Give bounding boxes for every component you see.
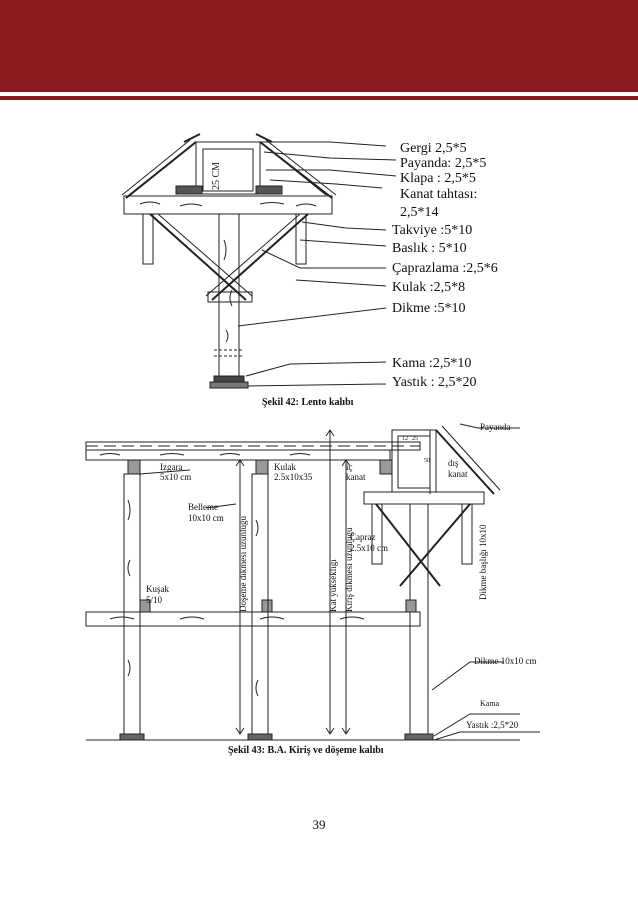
- label-dis: dış: [448, 458, 459, 468]
- label-caprazlama: Çaprazlama :2,5*6: [392, 261, 498, 276]
- label-payanda: Payanda: 2,5*5: [400, 156, 487, 171]
- label-baslik: Baslık : 5*10: [392, 241, 467, 256]
- label-belleme-size: 10x10 cm: [188, 513, 224, 523]
- label-izgara: Izgara: [160, 462, 183, 472]
- label-capraz-size: 2.5x10 cm: [350, 543, 388, 553]
- label-kama43: Kama: [480, 699, 500, 708]
- label-yastik: Yastık : 2,5*20: [392, 375, 477, 390]
- label-kulak: Kulak: [274, 462, 296, 472]
- dim-25: 25: [412, 436, 418, 442]
- label-kusak-size: 5/10: [146, 595, 163, 605]
- label-yastik43: Yastık :2,5*20: [466, 720, 519, 730]
- label-kusak: Kuşak: [146, 584, 169, 594]
- dim-50: 50: [424, 458, 430, 464]
- label-kanat-size: 2,5*14: [400, 205, 439, 220]
- label-kulak: Kulak :2,5*8: [392, 280, 466, 295]
- label-izgara-size: 5x10 cm: [160, 472, 192, 482]
- label-dikme: Dikme :5*10: [392, 301, 466, 316]
- figure42-caption: Şekil 42: Lento kalıbı: [262, 397, 354, 408]
- label-gergi: Gergi 2,5*5: [400, 141, 467, 156]
- label-kiris-dikmesi: Kiriş dikmesi uzunluğu: [344, 527, 354, 612]
- label-dikme-basligi: Dikme başlığı 10x10: [478, 524, 488, 600]
- label-belleme: Belleme: [188, 502, 218, 512]
- label-klapa: Klapa : 2,5*5: [400, 171, 476, 186]
- figure43-caption: Şekil 43: B.A. Kiriş ve döşeme kalıbı: [228, 745, 384, 756]
- dim-12: 12: [402, 436, 408, 442]
- label-dis-kanat: kanat: [448, 469, 468, 479]
- label-ic-kanat: kanat: [346, 472, 366, 482]
- label-ic: iç: [346, 462, 353, 472]
- label-kat-yuksekligi: Kat yüksekliği: [328, 559, 338, 612]
- label-kanat: Kanat tahtası:: [400, 187, 478, 202]
- label-dikme43: Dikme 10x10 cm: [474, 656, 537, 666]
- label-kulak-size: 2.5x10x35: [274, 472, 313, 482]
- label-doseme-dikmesi: Döşeme dikmesi uzunluğu: [238, 516, 248, 612]
- page-number: 39: [312, 817, 326, 832]
- label-takviye: Takviye :5*10: [392, 223, 473, 238]
- label-capraz: Çapraz: [350, 532, 376, 542]
- label-kama: Kama :2,5*10: [392, 356, 472, 371]
- figure42-inner-label: 25 CM: [211, 161, 222, 190]
- label-payanda43: Payanda: [480, 422, 511, 432]
